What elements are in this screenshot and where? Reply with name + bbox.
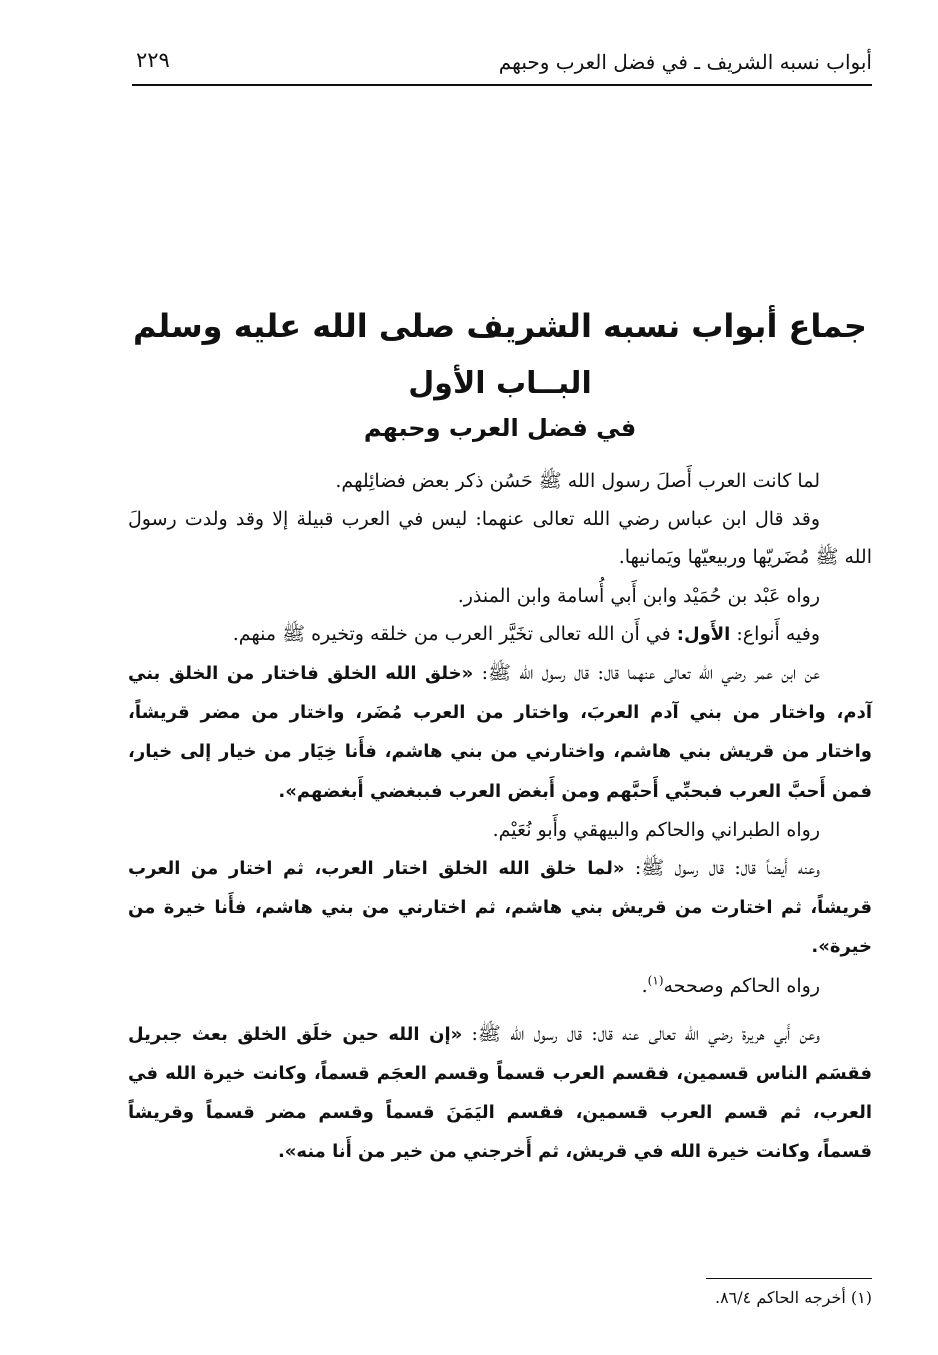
paragraph-text: رواه الحاكم وصححه — [663, 974, 820, 997]
paragraph — [128, 1015, 872, 1172]
paragraph: رواه عَبْد بن حُمَيْد وابن أَبي أُسامة وابن المنذر. — [457, 584, 820, 607]
bold-term: الأَول: — [676, 623, 731, 645]
hadith-text: «خلق الله الخلق فاختار من الخلق بني آدم، واختار من بني آدم العربَ، واختار من العرب مُضَر، واختار من مضر قريشاً، واختار من قريش بني هاشم، واختارني من بني هاشم، فأَنا خِيَار من خيار إلى خيار، فمن أَحبَّ العرب فبحبِّي أَحبَّهم ومن أَبغض العرب فببغضي أَبغضهم». — [128, 663, 872, 802]
titles-block — [130, 300, 870, 448]
footnote-divider — [706, 1278, 872, 1279]
paragraph-intro: عن ابن عمر رضي الله تعالى عنهما قال: قال رسول الله ﷺ: — [481, 662, 821, 685]
paragraph — [128, 849, 872, 967]
body-text — [128, 462, 872, 1172]
chapter-title: البــاب الأول — [408, 366, 592, 401]
paragraph-end: . — [641, 974, 648, 997]
paragraph — [128, 615, 872, 654]
hadith-text: «لما خلق الله الخلق اختار العرب، ثم اختار من العرب قريشاً، ثم اختارت من قريش بني هاشم، ثم اختارني من بني هاشم، فأَنا خيرة من خيرة». — [128, 858, 872, 958]
paragraph: رواه الطبراني والحاكم والبيهقي وأَبو نُعَيْم. — [492, 818, 820, 841]
paragraph — [128, 654, 872, 811]
chapter-subtitle: في فضل العرب وحبهم — [363, 414, 637, 442]
paragraph-intro: وعن أَبي هريرة رضي الله تعالى عنه قال: قال رسول الله ﷺ: — [471, 1022, 820, 1045]
paragraph-intro: وعنه أَيضاً قال: قال رسول ﷺ: — [634, 857, 820, 880]
running-title: أبواب نسبه الشريف ـ في فضل العرب وحبهم — [498, 50, 872, 74]
paragraph: لما كانت العرب أَصلَ رسول الله ﷺ حَسُن ذكر بعض فضائِلهم. — [335, 470, 820, 492]
paragraph-text: في أَن الله تعالى تخَيَّر العرب من خلقه وتخيره ﷺ منهم. — [232, 622, 671, 645]
hadith-text: «إن الله حين خلَق الخلق بعث جبريل فقسَم الناس قسمين، فقسم العرب قسماً وقسم العجَم قسماً، وكانت خيرة الله في العرب، ثم قسم العرب قسمين، فقسم اليَمَنَ قسماً وقسم مضر قسماً وقريشاً قسماً، وكانت خيرة الله في قريش، ثم أَخرجني من خير من أَنا منه». — [128, 1023, 872, 1163]
page-number: ٢٢٩ — [136, 48, 170, 72]
paragraph-intro: وفيه أَنواع: — [736, 622, 820, 645]
page-header — [132, 44, 872, 86]
paragraph: وقد قال ابن عباس رضي الله تعالى عنهما: ليس في العرب قبيلة إلا وقد ولدت رسولَ الله ﷺ مُضَريّها وربيعيّها ويَمانيها. — [128, 508, 872, 569]
paragraph — [128, 967, 872, 1005]
main-title: جماع أبواب نسبه الشريف صلى الله عليه وسلم — [133, 307, 867, 345]
footnote: (١) أخرجه الحاكم ٨٦/٤. — [714, 1288, 872, 1307]
footnote-ref: (١) — [647, 973, 664, 988]
